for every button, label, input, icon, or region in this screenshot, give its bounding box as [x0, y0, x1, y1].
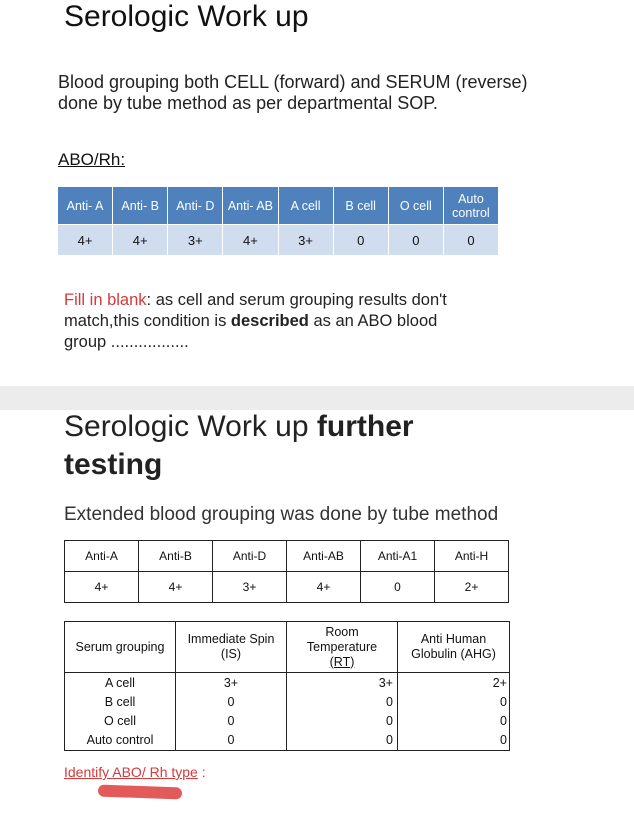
ext-header-anti-b: Anti-B — [139, 541, 213, 572]
ahg-header-line2: Globulin (AHG) — [411, 647, 496, 661]
ext-header-anti-ab: Anti-AB — [287, 541, 361, 572]
ext-value-anti-a1: 0 — [361, 572, 435, 603]
abo-value-anti-d: 3+ — [168, 225, 223, 256]
abo-value-anti-ab: 4+ — [223, 225, 278, 256]
is-header-line2: (IS) — [220, 647, 242, 661]
ext-header-row — [65, 541, 509, 572]
abo-header-a-cell: A cell — [278, 187, 333, 225]
rt-value-b: 0 — [386, 695, 393, 709]
is-value-auto: 0 — [227, 733, 235, 747]
abo-header-row — [58, 187, 499, 225]
ahg-value-a: 2+ — [492, 676, 507, 690]
abo-value-a-cell: 3+ — [278, 225, 333, 256]
slide-divider — [0, 386, 634, 410]
is-value-list — [176, 673, 287, 751]
is-value-o: 0 — [227, 714, 235, 728]
fill-text-line-1: : as cell and serum grouping results don't — [146, 291, 447, 309]
abo-header-anti-b: Anti- B — [113, 187, 168, 225]
ahg-value-b: 0 — [500, 695, 507, 709]
ahg-value-o: 0 — [500, 714, 507, 728]
abo-value-auto-control: 0 — [443, 225, 498, 256]
abo-heading: ABO/Rh: — [58, 150, 126, 169]
intro-line-1: Blood grouping both CELL (forward) and SERUM (reverse) — [58, 72, 528, 92]
slide2-title-normal: Serologic Work up — [64, 410, 317, 443]
rt-value-list — [287, 673, 398, 751]
ext-value-anti-h: 2+ — [435, 572, 509, 603]
abo-value-row — [58, 225, 499, 256]
extended-grouping-table — [64, 540, 509, 603]
abo-header-anti-ab: Anti- AB — [223, 187, 278, 225]
ahg-header-line1: Anti Human — [420, 632, 487, 646]
fill-in-blank-question — [64, 290, 524, 353]
serum-header-row — [65, 622, 510, 673]
intro-line-2: done by tube method as per departmental SOP. — [58, 93, 438, 113]
serum-cell-o: O cell — [104, 714, 136, 728]
ext-value-anti-a: 4+ — [65, 572, 139, 603]
ext-header-anti-d: Anti-D — [213, 541, 287, 572]
serum-cell-auto-control: Auto control — [86, 733, 154, 747]
fill-in-blank-label: Fill in blank — [64, 291, 147, 309]
slide2-subtitle: Extended blood grouping was done by tube method — [64, 504, 499, 525]
ext-value-anti-d: 3+ — [213, 572, 287, 603]
abo-header-b-cell: B cell — [333, 187, 388, 225]
identify-colon: : — [197, 764, 206, 780]
rt-header-line1: Room — [325, 624, 359, 639]
abo-value-anti-a: 4+ — [58, 225, 113, 256]
rt-header-line2: Temperature — [306, 639, 378, 654]
rt-header-line3: (RT) — [329, 654, 355, 669]
identify-label: Identify ABO/ Rh type — [64, 764, 198, 780]
abo-rh-table — [57, 186, 499, 256]
ahg-value-list — [398, 673, 510, 751]
ext-header-anti-h: Anti-H — [435, 541, 509, 572]
abo-header-auto-control: Auto control — [443, 187, 498, 225]
serum-header-rt — [287, 622, 398, 673]
is-value-b: 0 — [227, 695, 235, 709]
slide1-intro — [58, 72, 528, 114]
serum-cell-b: B cell — [104, 695, 136, 709]
abo-header-anti-a: Anti- A — [58, 187, 113, 225]
is-header-line1: Immediate Spin — [187, 632, 275, 646]
slide2-title — [64, 408, 414, 484]
fill-text-bold: described — [230, 312, 309, 330]
slide1-title: Serologic Work up — [64, 0, 309, 33]
ext-value-row — [65, 572, 509, 603]
abo-header-anti-d: Anti- D — [168, 187, 223, 225]
serum-cell-list — [65, 673, 176, 751]
is-value-a: 3+ — [223, 676, 239, 690]
serum-body-row — [65, 673, 510, 751]
serum-cell-a: A cell — [105, 676, 135, 690]
rt-value-o: 0 — [386, 714, 393, 728]
fill-text-line-3: group ................. — [64, 333, 189, 351]
rt-value-a: 3+ — [378, 676, 393, 690]
slide2-title-bold: further — [316, 410, 414, 443]
ahg-value-auto: 0 — [500, 733, 507, 747]
abo-value-b-cell: 0 — [333, 225, 388, 256]
abo-header-o-cell: O cell — [388, 187, 443, 225]
rt-value-auto: 0 — [386, 733, 393, 747]
serum-grouping-table — [64, 621, 510, 751]
fill-text-line-2a: match,this condition is — [64, 312, 231, 330]
fill-text-line-2b: as an ABO blood — [308, 312, 438, 330]
ext-value-anti-b: 4+ — [139, 572, 213, 603]
abo-value-anti-b: 4+ — [113, 225, 168, 256]
slide2-title-line2: testing — [64, 448, 163, 481]
serum-header-is — [176, 622, 287, 673]
red-highlight-mark — [98, 785, 182, 800]
ext-value-anti-ab: 4+ — [287, 572, 361, 603]
serum-header-ahg — [398, 622, 510, 673]
ext-header-anti-a: Anti-A — [65, 541, 139, 572]
identify-abo-rh-prompt — [64, 764, 206, 780]
abo-value-o-cell: 0 — [388, 225, 443, 256]
serum-header-grouping: Serum grouping — [65, 622, 176, 673]
ext-header-anti-a1: Anti-A1 — [361, 541, 435, 572]
